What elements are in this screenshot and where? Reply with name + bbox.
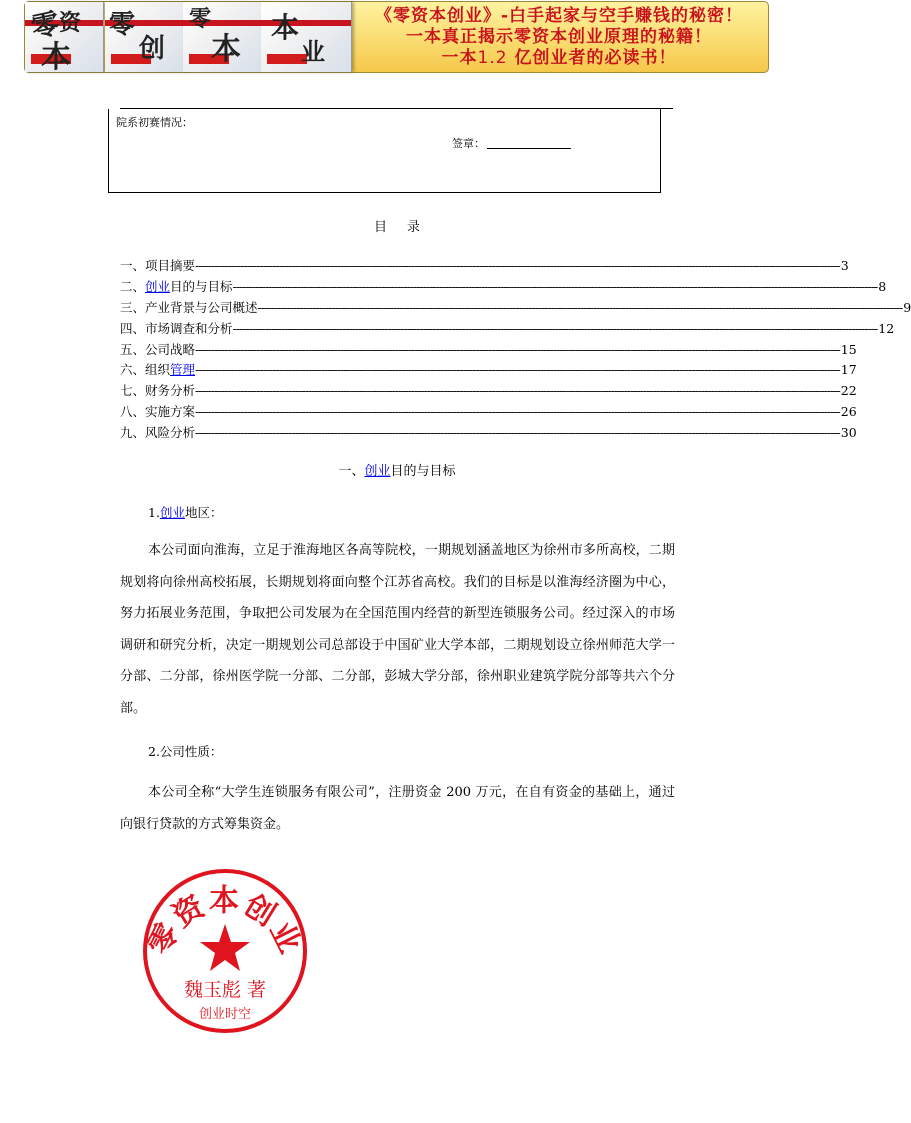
toc-dot-leader: -------------------------------------------------------------------------------------------------------------------------------------------------------------------------------------------------------- bbox=[195, 404, 840, 420]
section-title: 一、创业目的与目标 bbox=[338, 464, 456, 479]
toc-item[interactable] bbox=[120, 340, 857, 361]
toc-dot-leader: -------------------------------------------------------------------------------------------------------------------------------------------------------------------------------------------------------- bbox=[195, 425, 840, 441]
toc-item[interactable] bbox=[120, 256, 849, 277]
toc-page-number: 22 bbox=[840, 383, 857, 399]
toc-keyword-link[interactable]: 管理 bbox=[170, 362, 196, 378]
toc-item[interactable] bbox=[120, 277, 887, 298]
toc-page-number: 9 bbox=[903, 299, 911, 315]
toc-item[interactable] bbox=[120, 402, 857, 423]
subheading-region: 1.创业地区： bbox=[148, 505, 223, 520]
toc-item[interactable] bbox=[120, 381, 857, 402]
toc-item[interactable] bbox=[120, 298, 911, 319]
toc-item[interactable] bbox=[120, 319, 895, 340]
toc-item-label: 七、财务分析 bbox=[120, 383, 196, 399]
book-cover: 零 创 bbox=[105, 2, 184, 72]
toc-dot-leader: -------------------------------------------------------------------------------------------------------------------------------------------------------------------------------------------------------- bbox=[195, 383, 840, 399]
book-cover: 本 业 bbox=[261, 2, 352, 72]
banner-line-2: 一本真正揭示零资本创业原理的秘籍！ bbox=[406, 27, 712, 47]
toc-dot-leader: -------------------------------------------------------------------------------------------------------------------------------------------------------------------------------------------------------- bbox=[232, 320, 878, 336]
ad-banner[interactable] bbox=[24, 1, 769, 73]
toc-page-number: 8 bbox=[878, 278, 887, 294]
toc-page-number: 3 bbox=[840, 258, 849, 273]
toc-dot-leader: -------------------------------------------------------------------------------------------------------------------------------------------------------------------------------------------------------- bbox=[232, 278, 878, 294]
banner-slogan bbox=[353, 6, 765, 69]
author-seal-stamp bbox=[140, 866, 310, 1036]
svg-text:零资本创业: 零资本创业 bbox=[141, 883, 309, 961]
toc-item-label: 二、 bbox=[120, 278, 146, 294]
toc-item[interactable] bbox=[120, 423, 857, 444]
toc-dot-leader: -------------------------------------------------------------------------------------------------------------------------------------------------------------------------------------------------------- bbox=[195, 341, 840, 357]
toc-item-label: 八、实施方案 bbox=[120, 404, 196, 420]
svg-text:创业时空: 创业时空 bbox=[198, 1007, 252, 1022]
banner-line-3: 一本1.2 亿创业者的必读书！ bbox=[441, 48, 677, 68]
review-label: 院系初赛情况： bbox=[116, 116, 193, 129]
book-cover: 零 资 本 bbox=[25, 2, 104, 72]
toc-item-label-suffix: 目的与目标 bbox=[170, 278, 233, 294]
book-cover: 零 本 bbox=[183, 2, 262, 72]
toc-keyword-link[interactable]: 创业 bbox=[145, 278, 171, 294]
toc-dot-leader: -------------------------------------------------------------------------------------------------------------------------------------------------------------------------------------------------------- bbox=[195, 362, 840, 378]
chuangye-link[interactable]: 创业 bbox=[364, 464, 391, 479]
toc-title: 目录 bbox=[373, 220, 440, 235]
chuangye-link[interactable]: 创业 bbox=[159, 505, 185, 520]
toc-page-number: 12 bbox=[878, 320, 895, 336]
subheading-nature: 2.公司性质： bbox=[148, 744, 223, 759]
book-covers-image bbox=[25, 2, 350, 75]
signature-line bbox=[487, 148, 571, 149]
table-of-contents bbox=[120, 256, 911, 444]
svg-text:魏玉彪 著: 魏玉彪 著 bbox=[183, 979, 267, 1001]
signature-label: 签章： bbox=[452, 137, 485, 150]
toc-page-number: 26 bbox=[840, 404, 857, 420]
toc-dot-leader: -------------------------------------------------------------------------------------------------------------------------------------------------------------------------------------------------------- bbox=[195, 258, 840, 273]
toc-item-label: 三、产业背景与公司概述 bbox=[120, 299, 258, 315]
banner-line-1: 《零资本创业》-白手起家与空手赚钱的秘密！ bbox=[374, 6, 744, 26]
toc-item-label: 六、组织 bbox=[120, 362, 171, 378]
toc-item-label: 九、风险分析 bbox=[120, 425, 196, 441]
paragraph-nature: 本公司全称“大学生连锁服务有限公司”，注册资金 200 万元，在自有资金的基础上，通过向银行贷款的方式筹集资金。 bbox=[120, 785, 675, 832]
toc-item[interactable] bbox=[120, 360, 857, 381]
toc-item-label: 五、公司战略 bbox=[120, 341, 196, 357]
toc-page-number: 15 bbox=[840, 341, 857, 357]
toc-item-label: 四、市场调查和分析 bbox=[120, 320, 233, 336]
toc-page-number: 17 bbox=[840, 362, 857, 378]
paragraph-region: 本公司面向淮海，立足于淮海地区各高等院校，一期规划涵盖地区为徐州市多所高校，二期规划将向徐州高校拓展，长期规划将面向整个江苏省高校。我们的目标是以淮海经济圈为中心，努力拓展业务范围，争取把公司发展为在全国范围内经营的新型连锁服务公司。经过深入的市场调研和研究分析，决定一期规划公司总部设于中国矿业大学本部，二期规划设立徐州师范大学一分部、二分部，徐州医学院一分部、二分部，彭城大学分部，徐州职业建筑学院分部等共六个分部。 bbox=[120, 543, 675, 716]
toc-item-label: 一、项目摘要 bbox=[120, 258, 196, 273]
toc-page-number: 30 bbox=[840, 425, 857, 441]
toc-dot-leader: -------------------------------------------------------------------------------------------------------------------------------------------------------------------------------------------------------- bbox=[257, 299, 903, 315]
